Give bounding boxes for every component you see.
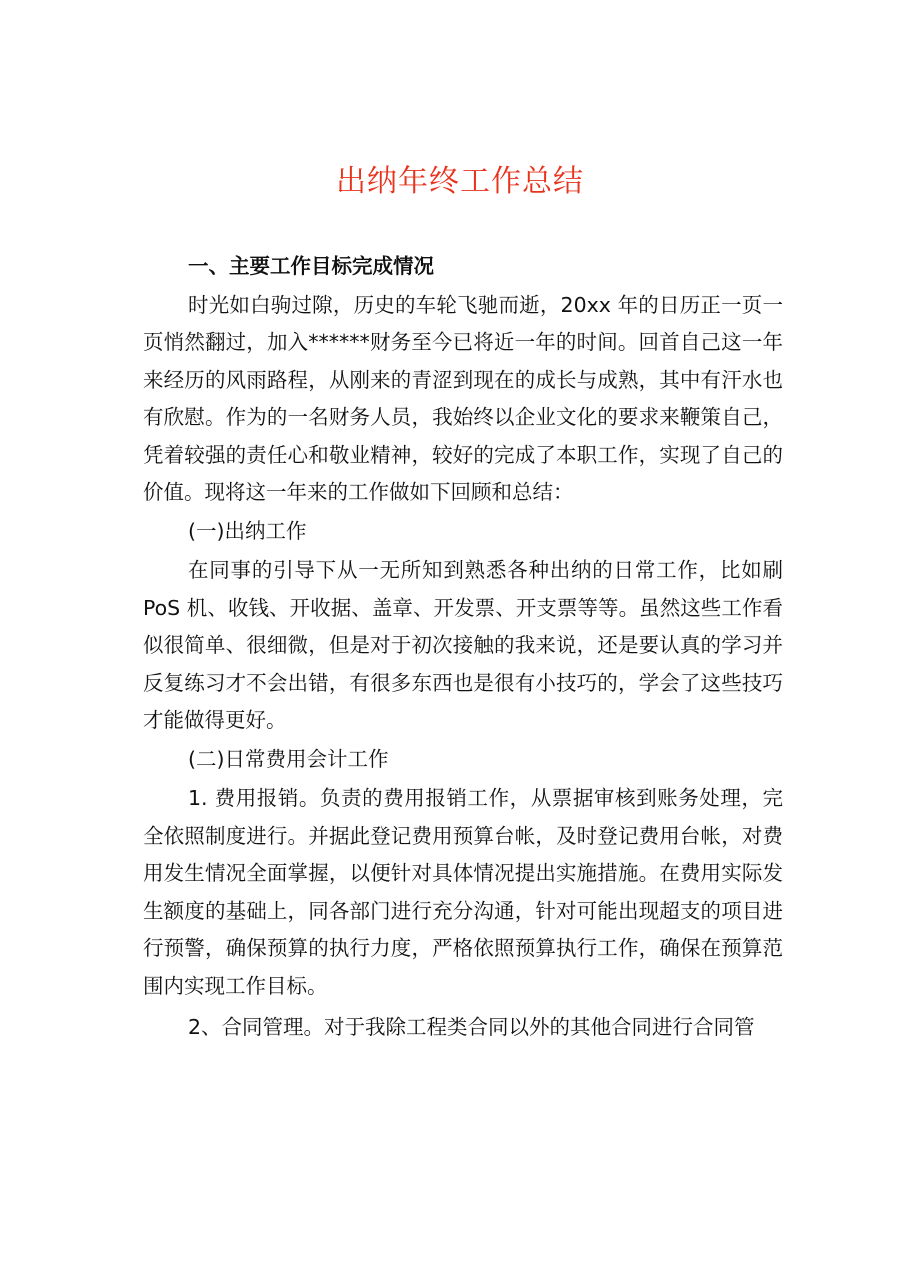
- expense-reimbursement-paragraph: 1. 费用报销。负责的费用报销工作，从票据审核到账务处理，完全依照制度进行。并据此登记费用预算台帐，及时登记费用台帐，对费用发生情况全面掌握，以便针对具体情况提出实施措施。在费用实际发生额度的基础上，同各部门进行充分沟通，针对可能出现超支的项目进行预警，确保预算的执行力度，严格依照预算执行工作，确保在预算范围内实现工作目标。: [143, 786, 783, 998]
- subsection-heading-cashier: (一)出纳工作: [188, 518, 307, 543]
- document-title: 出纳年终工作总结: [336, 164, 584, 199]
- document-body: [143, 248, 783, 1047]
- intro-paragraph: 时光如白驹过隙，历史的车轮飞驰而逝，20xx 年的日历正一页一页悄然翻过，加入******财务至今已将近一年的时间。回首自己这一年来经历的风雨路程，从刚来的青涩到现在的成长与成熟，其中有汗水也有欣慰。作为的一名财务人员，我始终以企业文化的要求来鞭策自己，凭着较强的责任心和敬业精神，较好的完成了本职工作，实现了自己的价值。现将这一年来的工作做如下回顾和总结：: [143, 292, 783, 504]
- contract-management-paragraph: 2、合同管理。对于我除工程类合同以外的其他合同进行合同管: [188, 1015, 755, 1039]
- cashier-paragraph: 在同事的引导下从一无所知到熟悉各种出纳的日常工作，比如刷 PoS 机、收钱、开收据、盖章、开发票、开支票等等。虽然这些工作看似很简单、很细微，但是对于初次接触的我来说，还是要认真的学习并反复练习才不会出错，有很多东西也是很有小技巧的，学会了这些技巧才能做得更好。: [143, 558, 783, 732]
- subsection-heading-daily-expense: (二)日常费用会计工作: [188, 746, 389, 771]
- section-heading-main-goals: 一、主要工作目标完成情况: [188, 254, 434, 278]
